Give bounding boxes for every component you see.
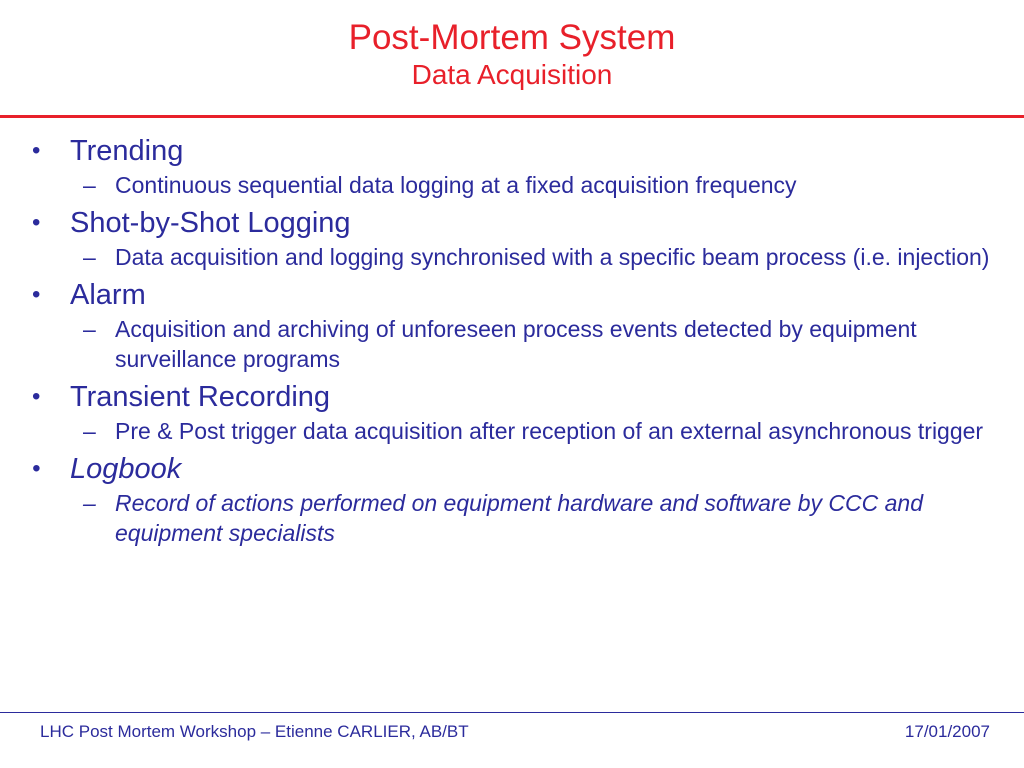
slide-subtitle: Data Acquisition bbox=[411, 59, 613, 90]
bullet-label: Transient Recording bbox=[70, 381, 331, 413]
sub-bullet-item bbox=[0, 416, 1024, 446]
sub-bullet-item bbox=[0, 488, 1024, 548]
dash-icon: – bbox=[83, 244, 96, 270]
sub-bullet-text: Acquisition and archiving of unforeseen process events detected by equipment surveillance programs bbox=[115, 316, 917, 372]
sub-bullet-item bbox=[0, 170, 1024, 200]
dash-icon: – bbox=[83, 418, 96, 444]
sub-bullet-item bbox=[0, 314, 1024, 374]
footer-text: LHC Post Mortem Workshop – Etienne CARLIER, AB/BT bbox=[40, 722, 469, 741]
slide-title: Post-Mortem System bbox=[348, 18, 676, 57]
bullet-item bbox=[0, 276, 1024, 314]
bullet-label: Shot-by-Shot Logging bbox=[70, 207, 351, 239]
sub-bullet-text: Continuous sequential data logging at a fixed acquisition frequency bbox=[115, 172, 797, 198]
title-block bbox=[0, 18, 1024, 92]
bullet-dot-icon: • bbox=[32, 455, 41, 482]
sub-bullet-text: Record of actions performed on equipment hardware and software by CCC and equipment specialists bbox=[115, 490, 923, 546]
bullet-dot-icon: • bbox=[32, 383, 41, 410]
dash-icon: – bbox=[83, 172, 96, 198]
bullet-item bbox=[0, 132, 1024, 170]
title-divider bbox=[0, 115, 1024, 118]
dash-icon: – bbox=[83, 316, 96, 342]
bullet-item bbox=[0, 204, 1024, 242]
sub-bullet-text: Data acquisition and logging synchronised with a specific beam process (i.e. injection) bbox=[115, 244, 990, 270]
footer-divider bbox=[0, 712, 1024, 713]
bullet-dot-icon: • bbox=[32, 281, 41, 308]
bullet-dot-icon: • bbox=[32, 137, 41, 164]
bullet-item bbox=[0, 450, 1024, 488]
dash-icon: – bbox=[83, 490, 96, 516]
footer-date: 17/01/2007 bbox=[904, 722, 990, 741]
bullet-dot-icon: • bbox=[32, 209, 41, 236]
bullet-list bbox=[0, 132, 1024, 552]
sub-bullet-text: Pre & Post trigger data acquisition after reception of an external asynchronous trigger bbox=[115, 418, 984, 444]
bullet-label: Logbook bbox=[70, 453, 182, 485]
sub-bullet-item bbox=[0, 242, 1024, 272]
bullet-label: Alarm bbox=[70, 279, 146, 311]
bullet-label: Trending bbox=[70, 135, 184, 167]
bullet-item bbox=[0, 378, 1024, 416]
